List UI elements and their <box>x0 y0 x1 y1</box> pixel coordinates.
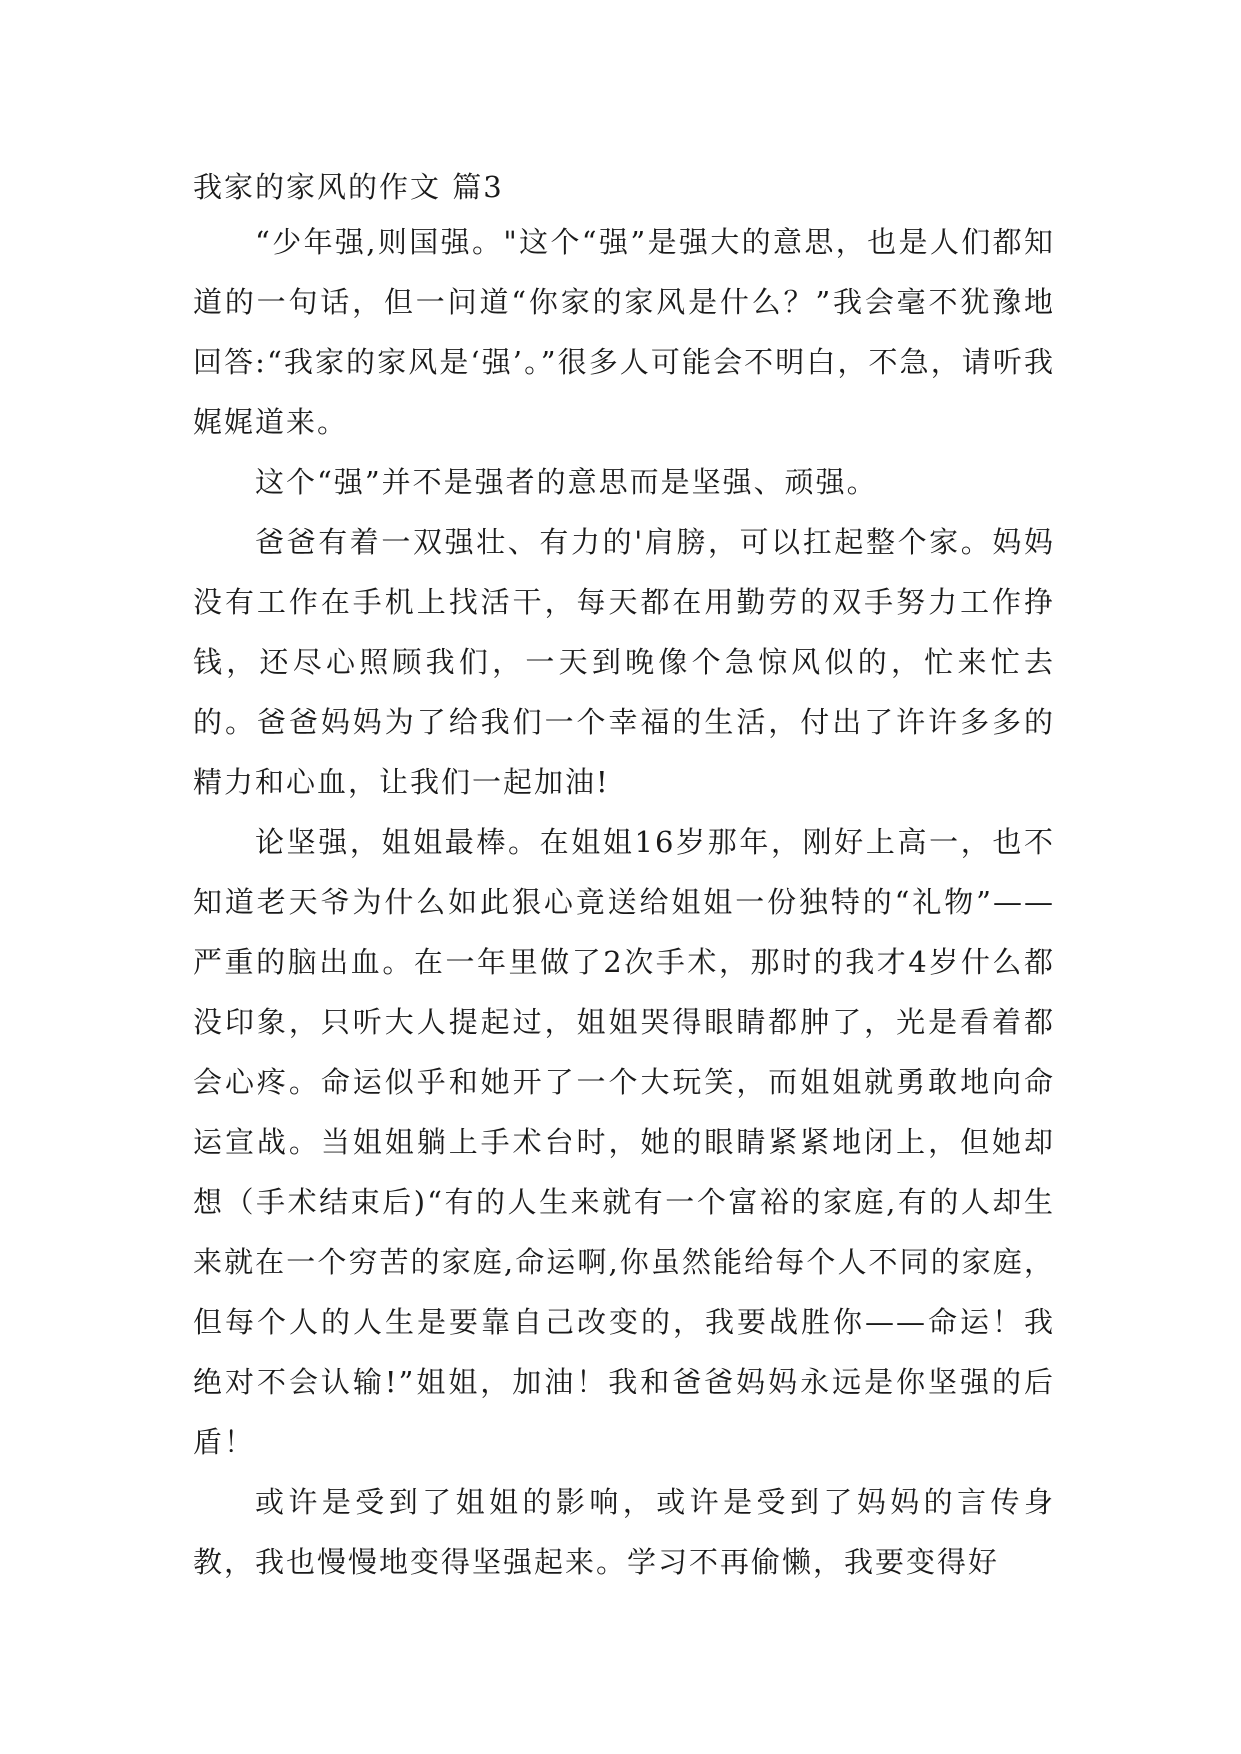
essay-title: 我家的家风的作文 篇3 <box>193 170 504 204</box>
paragraph-3: 爸爸有着一双强壮、有力的'肩膀，可以扛起整个家。妈妈没有工作在手机上找活干，每天都在用勤劳的双手努力工作挣钱，还尽心照顾我们，一天到晚像个急惊风似的，忙来忙去的。爸爸妈妈为了给我们一个幸福的生活，付出了许许多多的精力和心血，让我们一起加油! <box>193 525 1055 799</box>
paragraph-1: “少年强,则国强。"这个“强”是强大的意思，也是人们都知道的一句话，但一问道“你家的家风是什么？”我会毫不犹豫地回答:“我家的家风是‘强’。”很多人可能会不明白，不急，请听我娓娓道来。 <box>193 225 1055 439</box>
essay-body <box>193 162 1055 1592</box>
paragraph-5: 或许是受到了姐姐的影响，或许是受到了妈妈的言传身教，我也慢慢地变得坚强起来。学习不再偷懒，我要变得好 <box>193 1485 1055 1579</box>
paragraph-2: 这个“强”并不是强者的意思而是坚强、顽强。 <box>255 465 878 499</box>
paragraph-4: 论坚强，姐姐最棒。在姐姐16岁那年，刚好上高一，也不知道老天爷为什么如此狠心竟送给姐姐一份独特的“礼物”——严重的脑出血。在一年里做了2次手术，那时的我才4岁什么都没印象，只听大人提起过，姐姐哭得眼睛都肿了，光是看着都会心疼。命运似乎和她开了一个大玩笑，而姐姐就勇敢地向命运宣战。当姐姐躺上手术台时，她的眼睛紧紧地闭上，但她却想（手术结束后)“有的人生来就有一个富裕的家庭,有的人却生来就在一个穷苦的家庭,命运啊,你虽然能给每个人不同的家庭，但每个人的人生是要靠自己改变的，我要战胜你——命运！我绝对不会认输!”姐姐，加油！我和爸爸妈妈永远是你坚强的后盾！ <box>193 825 1055 1459</box>
